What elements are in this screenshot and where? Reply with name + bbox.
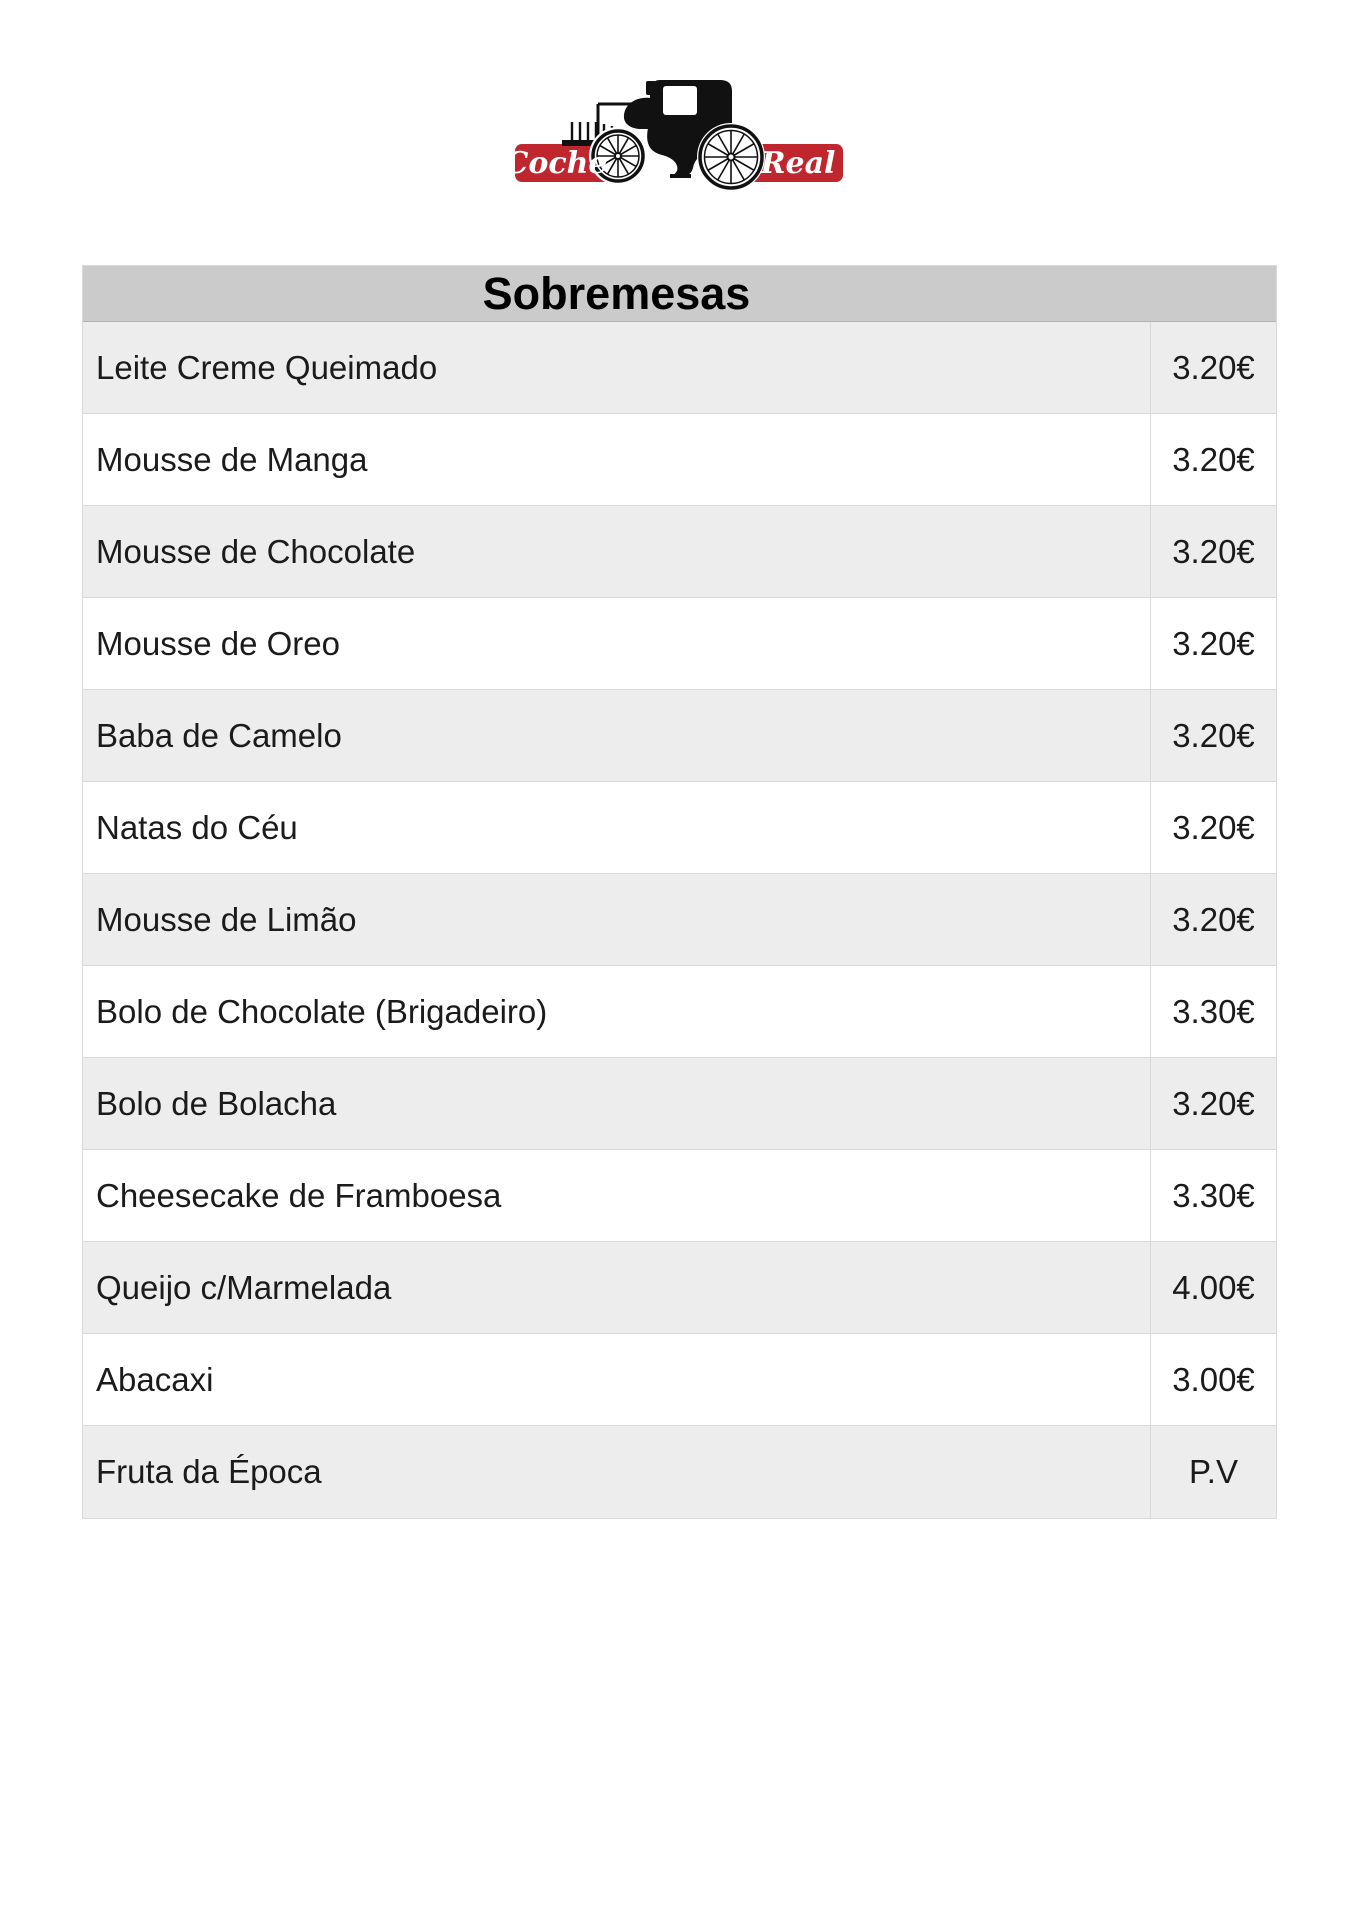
- item-name: Leite Creme Queimado: [96, 348, 438, 386]
- menu-row: [83, 414, 1276, 506]
- menu-row: [83, 690, 1276, 782]
- menu-row: [83, 598, 1276, 690]
- item-name: Mousse de Limão: [96, 900, 357, 938]
- item-price: 3.20€: [1150, 322, 1276, 413]
- item-name: Bolo de Bolacha: [96, 1084, 337, 1122]
- item-name: Baba de Camelo: [96, 716, 342, 754]
- menu-row: [83, 874, 1276, 966]
- item-price: 3.20€: [1150, 690, 1276, 781]
- menu-row: [83, 1334, 1276, 1426]
- item-price: 3.30€: [1150, 966, 1276, 1057]
- carriage-logo-icon: [500, 58, 870, 190]
- item-name: Mousse de Oreo: [96, 624, 340, 662]
- menu-row: [83, 1242, 1276, 1334]
- menu-row: [83, 782, 1276, 874]
- logo-word-real: Real: [760, 146, 836, 181]
- menu-row: [83, 322, 1276, 414]
- item-price: 3.30€: [1150, 1150, 1276, 1241]
- menu-row: [83, 506, 1276, 598]
- item-name: Mousse de Chocolate: [96, 532, 416, 570]
- menu-table: [82, 265, 1277, 1519]
- coche-real-logo: [500, 58, 870, 190]
- item-price: 3.20€: [1150, 782, 1276, 873]
- item-name: Mousse de Manga: [96, 440, 368, 478]
- item-price: 3.00€: [1150, 1334, 1276, 1425]
- menu-row: [83, 1426, 1276, 1518]
- item-name: Abacaxi: [96, 1360, 214, 1398]
- item-price: 3.20€: [1150, 598, 1276, 689]
- item-price: 3.20€: [1150, 506, 1276, 597]
- menu-rows: [83, 322, 1276, 1518]
- item-name: Fruta da Época: [96, 1453, 322, 1490]
- menu-row: [83, 1150, 1276, 1242]
- item-price: 3.20€: [1150, 1058, 1276, 1149]
- menu-title: Sobremesas: [83, 266, 1276, 322]
- item-name: Natas do Céu: [96, 808, 298, 846]
- item-name: Cheesecake de Framboesa: [96, 1176, 502, 1214]
- menu-row: [83, 966, 1276, 1058]
- item-name: Bolo de Chocolate (Brigadeiro): [96, 992, 548, 1030]
- menu-row: [83, 1058, 1276, 1150]
- item-price: 4.00€: [1150, 1242, 1276, 1333]
- item-price: 3.20€: [1150, 874, 1276, 965]
- logo-word-coche: Coche: [504, 146, 608, 181]
- item-name: Queijo c/Marmelada: [96, 1268, 392, 1306]
- item-price: 3.20€: [1150, 414, 1276, 505]
- item-price: P.V: [1150, 1426, 1276, 1518]
